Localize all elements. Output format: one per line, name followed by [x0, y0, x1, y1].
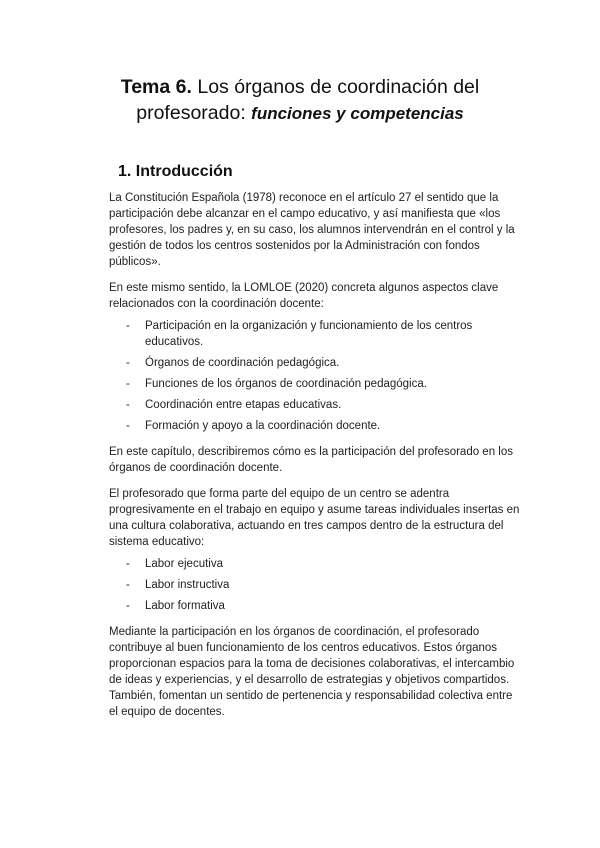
list-dash: -: [126, 420, 130, 432]
list-item-text: Labor ejecutiva: [145, 558, 223, 570]
list-item: [109, 556, 521, 572]
paragraph-lomloe: En este mismo sentido, la LOMLOE (2020) concreta algunos aspectos clave relacionados con la coordinación docente:: [109, 282, 499, 310]
paragraph-capitulo: En este capítulo, describiremos cómo es la participación del profesorado en los órganos de coordinación docente.: [109, 446, 513, 474]
document-title: [0, 74, 600, 127]
list-item: [109, 418, 521, 434]
title-topic-number: Tema 6.: [120, 76, 192, 98]
title-line-1-text: Los órganos de coordinación del: [197, 76, 480, 98]
paragraph-constitucion: La Constitución Española (1978) reconoce en el artículo 27 el sentido que la participación debe alcanzar en el campo educativo, y así manifiesta que «los profesores, los padres y, en su caso, los alumnos intervendrán en el control y la gestión de todos los centros sostenidos por la Administración con fondos públicos».: [109, 192, 515, 268]
list-dash: -: [126, 558, 130, 570]
list-item-text: Funciones de los órganos de coordinación pedagógica.: [145, 378, 427, 390]
list-item: [109, 397, 521, 413]
paragraph-participacion: Mediante la participación en los órganos de coordinación, el profesorado contribuye al buen funcionamiento de los centros educativos. Estos órganos proporcionan espacios para la toma de decisiones colaborativas, el intercambio de ideas y experiencias, y el desarrollo de estrategias y objetivos compartidos. También, fomentan un sentido de pertenencia y responsabilidad colectiva entre el equipo de docentes.: [109, 626, 515, 718]
title-line-2: [0, 100, 600, 127]
list-item-text: Coordinación entre etapas educativas.: [145, 399, 342, 411]
list-item-text: Órganos de coordinación pedagógica.: [145, 357, 340, 369]
paragraph-profesorado: El profesorado que forma parte del equipo de un centro se adentra progresivamente en el trabajo en equipo y asume tareas individuales insertas en una cultura colaborativa, actuando en tres campos dentro de la estructura del sistema educativo:: [109, 488, 520, 548]
list-dash: -: [126, 357, 130, 369]
section-body: [109, 190, 521, 730]
list-item: [109, 598, 521, 614]
list-item: [109, 376, 521, 392]
list-item: [109, 577, 521, 593]
list-item-text: Participación en la organización y funcionamiento de los centros educativos.: [145, 320, 473, 348]
section-heading: [118, 163, 233, 181]
title-line-1: [0, 74, 600, 100]
list-dash: -: [126, 320, 130, 332]
list-item: [109, 318, 521, 350]
list-item-text: Formación y apoyo a la coordinación docente.: [145, 420, 381, 432]
list-item: [109, 355, 521, 371]
list-dash: -: [126, 378, 130, 390]
list-dash: -: [126, 600, 130, 612]
list-item-text: Labor instructiva: [145, 579, 230, 591]
list-item-text: Labor formativa: [145, 600, 225, 612]
lomloe-aspects-list: [109, 318, 521, 434]
section-title: Introducción: [135, 163, 233, 180]
list-dash: -: [126, 579, 130, 591]
list-dash: -: [126, 399, 130, 411]
title-subtitle: funciones y competencias: [251, 104, 464, 123]
section-number: 1.: [118, 163, 132, 180]
title-line-2-text: profesorado:: [136, 102, 246, 124]
campos-list: [109, 556, 521, 614]
